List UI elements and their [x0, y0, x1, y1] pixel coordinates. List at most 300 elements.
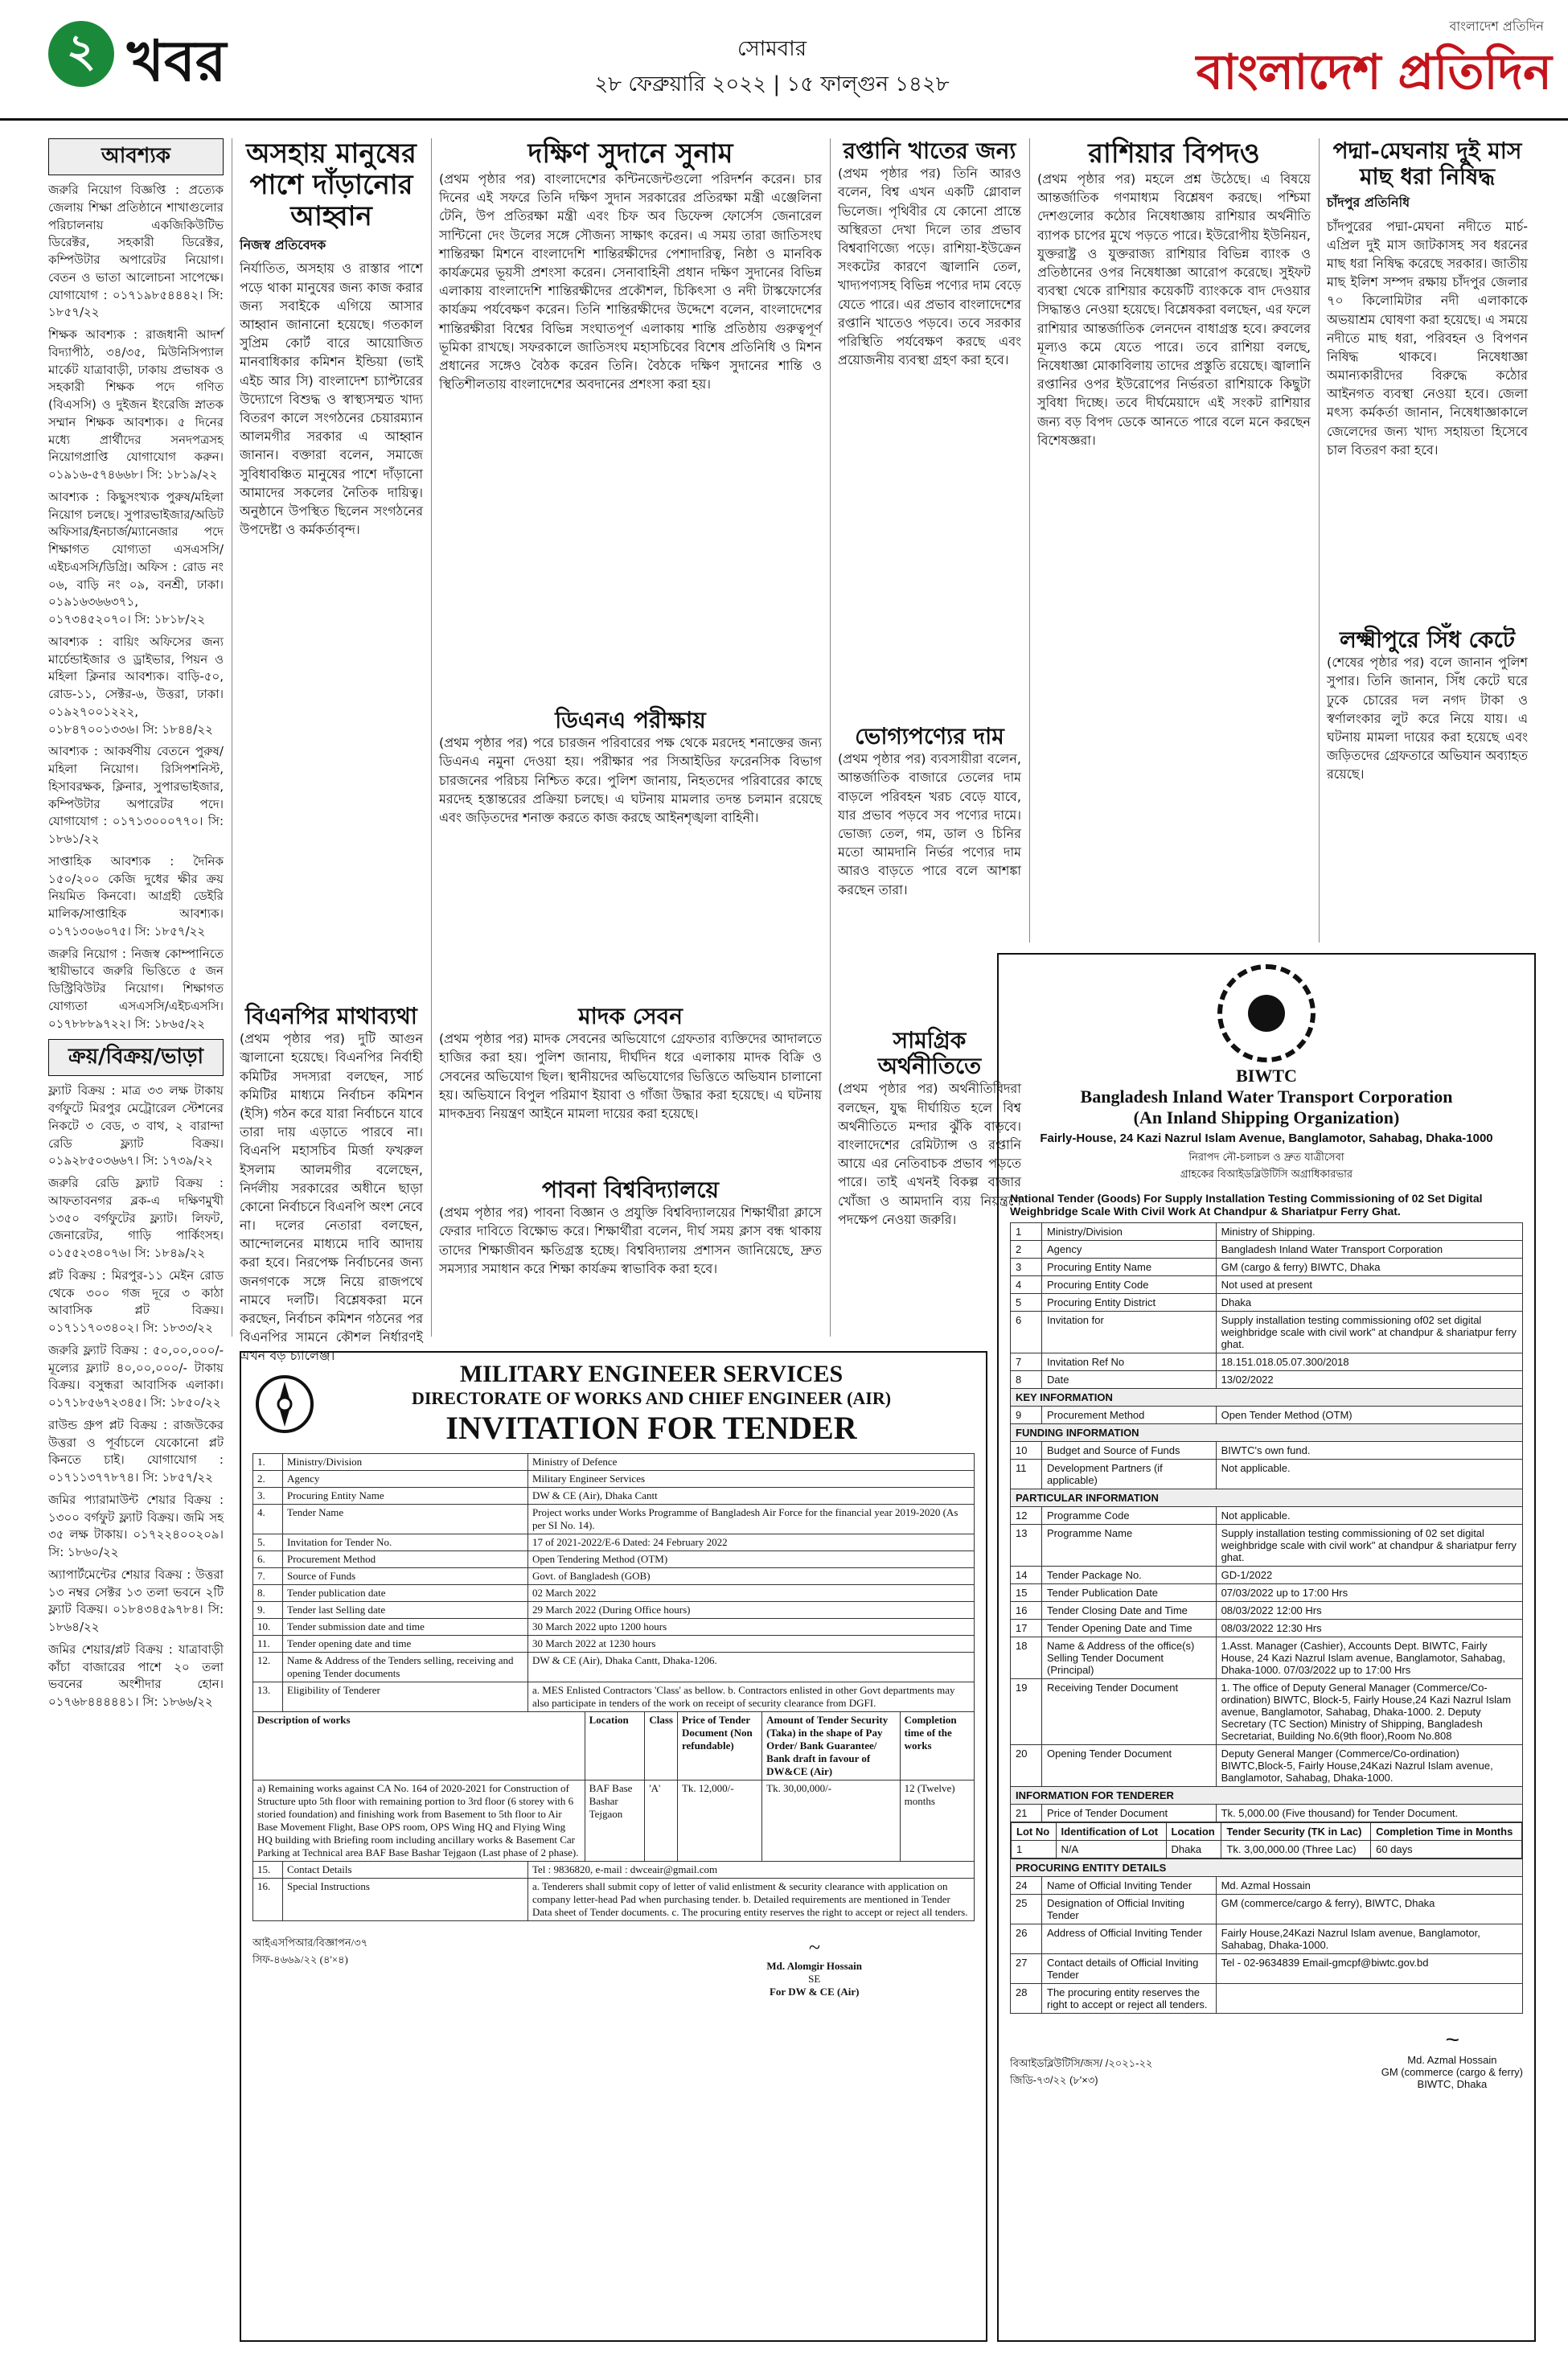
- row-value: Tel : 9836820, e-mail : dwceair@gmail.com: [527, 1862, 974, 1879]
- table-row: [1011, 1407, 1523, 1424]
- row-value: GD-1/2022: [1216, 1567, 1522, 1584]
- article-economy: [838, 1028, 1021, 1338]
- table-row: [1011, 1371, 1523, 1389]
- row-value: Md. Azmal Hossain: [1216, 1877, 1522, 1895]
- table-row: [253, 1454, 975, 1471]
- article-body: নির্যাতিত, অসহায় ও রাস্তার পাশে পড়ে থাকা মানুষের জন্য কাজ করার জন্য সবাইকে এগিয়ে আসার আহ্বান জানানো হয়েছে। গতকাল সুপ্রিম কোর্ট বারে আয়োজিত মানবাধিকার কমিশন ইন্ডিয়া (ভাই এইচ আর সি) বাংলাদেশ চ্যাপ্টারের উদ্যোগে বিশুদ্ধ ও স্বাস্থ্যসম্মত খাদ্য বিতরণ কালে সংগঠনের চেয়ারম্যান আলমগীর সরকার এ আহ্বান জানান। বক্তারা বলেন, সমাজে সুবিধাবঞ্চিত মানুষের পাশে দাঁড়ানো আমাদের সকলের নৈতিক দায়িত্ব। অনুষ্ঠানে উপস্থিত ছিলেন সংগঠনের উপদেষ্টা ও কর্মকর্তাবৃন্দ।: [240, 261, 423, 538]
- row-value: 30 March 2022 upto 1200 hours: [527, 1619, 974, 1636]
- table-row: [1011, 1895, 1523, 1924]
- row-label: Procurement Method: [283, 1551, 528, 1568]
- row-number: 9: [1011, 1407, 1042, 1424]
- row-number: 2.: [253, 1471, 283, 1488]
- biwtc-short: BIWTC: [1236, 1066, 1297, 1086]
- row-value: Dhaka: [1216, 1294, 1522, 1312]
- article-consumer: [838, 724, 1021, 1021]
- row-label: Tender last Selling date: [283, 1602, 528, 1619]
- table-row: [1011, 1259, 1523, 1276]
- mes-signer-name: Md. Alomgir Hossain: [766, 1960, 862, 1972]
- column-header: Price of Tender Document (Non refundable): [677, 1712, 761, 1780]
- row-label: Source of Funds: [283, 1568, 528, 1585]
- row-number: 15: [1011, 1584, 1042, 1602]
- row-label: Address of Official Inviting Tender: [1042, 1924, 1217, 1954]
- article-body: (শেষের পৃষ্ঠার পর) বলে জানান পুলিশ সুপার। তিনি জানান, সিঁধ কেটে ঘরে ঢুকে চোরের দল নগদ টাকা ও স্বর্ণালংকার লুট করে নিয়ে যায়। এ ঘটনায় মামলা দায়ের করা হয়েছে এবং জড়িতদের গ্রেফতারে অভিযান অব্যাহত রয়েছে।: [1327, 655, 1528, 782]
- article-title: মাদক সেবন: [578, 1003, 683, 1029]
- row-label: Tender Package No.: [1042, 1567, 1217, 1584]
- row-value: 18.151.018.05.07.300/2018: [1216, 1353, 1522, 1371]
- table-header-row: [253, 1712, 975, 1780]
- table-row: [253, 1534, 975, 1551]
- table-cell: N/A: [1056, 1841, 1166, 1859]
- table-row: [253, 1636, 975, 1653]
- row-number: 5: [1011, 1294, 1042, 1312]
- row-number: 4: [1011, 1276, 1042, 1294]
- row-number: 15.: [253, 1862, 283, 1879]
- mes-signer-for: For DW & CE (Air): [769, 1986, 860, 1998]
- mes-ref-2: সিফ-৪৬৬৯/২২ (৪'×৪): [252, 1953, 348, 1965]
- section-row: [1011, 1489, 1523, 1507]
- table-cell: Dhaka: [1166, 1841, 1221, 1859]
- row-label: Budget and Source of Funds: [1042, 1442, 1217, 1460]
- biwtc-ref-2: জিডি-৭৩/২২ (৮'×৩): [1010, 2074, 1098, 2086]
- mes-title: MILITARY ENGINEER SERVICES: [459, 1361, 844, 1387]
- column-header: Lot No: [1012, 1823, 1057, 1841]
- row-value: Govt. of Bangladesh (GOB): [527, 1568, 974, 1585]
- row-label: Date: [1042, 1371, 1217, 1389]
- row-number: 25: [1011, 1895, 1042, 1924]
- row-value: DW & CE (Air), Dhaka Cantt: [527, 1488, 974, 1505]
- biwtc-logo-icon: [1217, 964, 1316, 1062]
- row-number: 1: [1011, 1223, 1042, 1241]
- table-row: [1011, 1679, 1523, 1745]
- classified-item: আবশ্যক : কিছুসংখ্যক পুরুষ/মহিলা নিয়োগ চলছে। সুপারভাইজার/অডিট অফিসার/ইনচার্জ/ম্যানেজার পদে শিক্ষাগত যোগ্যতা এসএসসি/এইচএসসি/ডিগ্রি। অফিস : রোড নং ০৬, বাড়ি নং ০৯, বনশ্রী, ঢাকা। ০১৯১৬৩৬৬৩৭১, ০১৭৩৪৫২০৭০। সি: ১৮১৮/২২: [48, 489, 224, 626]
- mes-heading: INVITATION FOR TENDER: [445, 1410, 857, 1446]
- table-row: [1011, 1745, 1523, 1787]
- article-title: রপ্তানি খাতের জন্য: [843, 138, 1016, 164]
- row-label: Invitation for Tender No.: [283, 1534, 528, 1551]
- row-value: 1. The office of Deputy General Manager (Commerce/Co-ordination) BIWTC, Block-5, Fairly House,24 Kazi Nazrul Islam avenue, Banglamotor, Sahabag, Dhaka-1000. 2. Deputy Secretary (TC Section) Ministry of Shipping, Bangladesh Secretariat, Building No.6(9th floor),Room No.808: [1216, 1679, 1522, 1745]
- row-value: Supply installation testing commissioning of02 set digital weighbridge scale with civil work" at chandpur & shariatpur ferry ghat.: [1216, 1312, 1522, 1353]
- row-label: Programme Code: [1042, 1507, 1217, 1525]
- classified-item: ফ্ল্যাট বিক্রয় : মাত্র ৩৩ লক্ষ টাকায় বর্গফুটে মিরপুর মেট্রোরেল স্টেশনের নিকটে ৩ বেড, ৩ বাথ, ২ বারান্দা রেডি ফ্ল্যাট বিক্রয়। ০১৯২৮৫০৩৬৬৭। সি: ১৭৩৯/২২: [48, 1083, 224, 1169]
- row-label: Tender opening date and time: [283, 1636, 528, 1653]
- column-header: Tender Security (TK in Lac): [1221, 1823, 1371, 1841]
- row-label: Tender submission date and time: [283, 1619, 528, 1636]
- column-divider: [1319, 138, 1320, 943]
- row-value: Tel - 02-9634839 Email-gmcpf@biwtc.gov.bd: [1216, 1954, 1522, 1984]
- row-label: Procuring Entity Name: [283, 1488, 528, 1505]
- row-value: Military Engineer Services: [527, 1471, 974, 1488]
- row-label: Opening Tender Document: [1042, 1745, 1217, 1787]
- row-value: GM (cargo & ferry) BIWTC, Dhaka: [1216, 1259, 1522, 1276]
- table-row: [253, 1653, 975, 1682]
- table-row: [253, 1862, 975, 1879]
- table-row: [253, 1585, 975, 1602]
- date-label: ২৮ ফেব্রুয়ারি ২০২২ | ১৫ ফাল্গুন ১৪২৮: [594, 72, 950, 97]
- table-cell: Tk. 30,00,000/-: [762, 1780, 900, 1862]
- row-number: 11: [1011, 1460, 1042, 1489]
- table-row: [1011, 1620, 1523, 1637]
- article-bnp: [240, 1003, 423, 1364]
- column-header: Location: [1166, 1823, 1221, 1841]
- row-value: Tk. 5,000.00 (Five thousand) for Tender Document.: [1216, 1805, 1522, 1822]
- classified-column: [48, 138, 224, 2342]
- table-row: [253, 1602, 975, 1619]
- table-row: [253, 1488, 975, 1505]
- row-number: 24: [1011, 1877, 1042, 1895]
- row-number: 19: [1011, 1679, 1042, 1745]
- row-value: GM (commerce/cargo & ferry), BIWTC, Dhaka: [1216, 1895, 1522, 1924]
- biwtc-ref-1: বিআইডব্লিউটিসি/জস/ /২০২১-২২: [1010, 2057, 1153, 2069]
- row-label: Agency: [283, 1471, 528, 1488]
- row-value: Supply installation testing commissioning of 02 set digital weighbridge scale with civil work" at chandpur & shariatpur ferry ghat.: [1216, 1525, 1522, 1567]
- page-number-badge: ২: [48, 21, 114, 87]
- article-title: পদ্মা-মেঘনায় দুই মাস মাছ ধরা নিষিদ্ধ: [1332, 138, 1522, 191]
- signature-mark: ~: [1445, 2027, 1459, 2053]
- row-label: Price of Tender Document: [1042, 1805, 1217, 1822]
- column-divider: [431, 138, 432, 1337]
- row-value: 08/03/2022 12:00 Hrs: [1216, 1602, 1522, 1620]
- biwtc-name: Bangladesh Inland Water Transport Corporation: [1080, 1086, 1453, 1107]
- article-body: (প্রথম পৃষ্ঠার পর) পরে চারজন পরিবারের পক্ষ থেকে মরদেহ শনাক্তের জন্য ডিএনএ নমুনা দেওয়া হয়। পরীক্ষার পর সিআইডির ফরেনসিক বিভাগ চারজনের পরিচয় নিশ্চিত করে। পুলিশ জানায়, নিহতদের পরিবারের কাছে মরদেহ হস্তান্তরের প্রক্রিয়া চলছে। এ ঘটনায় মামলার তদন্ত চলমান রয়েছে এবং জড়িতদের শনাক্ত করতে কাজ করছে আইনশৃঙ্খলা বাহিনী।: [439, 735, 822, 825]
- row-number: 3.: [253, 1488, 283, 1505]
- row-value: Project works under Works Programme of Bangladesh Air Force for the financial year 2019-2020 (As per SI No. 14).: [527, 1505, 974, 1534]
- row-label: The procuring entity reserves the right to accept or reject all tenders.: [1042, 1984, 1217, 2014]
- article-title: অসহায় মানুষের পাশে দাঁড়ানোর আহ্বান: [246, 138, 417, 233]
- article-south-sudan: [439, 138, 822, 701]
- article-title: ভোগ্যপণ্যের দাম: [855, 723, 1004, 750]
- column-header: Completion time of the works: [900, 1712, 974, 1780]
- row-value: Fairly House,24Kazi Nazrul Islam avenue, Banglamotor, Sahabag, Dhaka-1000.: [1216, 1924, 1522, 1954]
- row-label: Name of Official Inviting Tender: [1042, 1877, 1217, 1895]
- signature-mark: ~: [808, 1936, 820, 1959]
- row-number: 18: [1011, 1637, 1042, 1679]
- row-value: 17 of 2021-2022/E-6 Dated: 24 February 2022: [527, 1534, 974, 1551]
- table-row: [1011, 1442, 1523, 1460]
- table-row: [253, 1551, 975, 1568]
- row-number: 3: [1011, 1259, 1042, 1276]
- row-number: 1.: [253, 1454, 283, 1471]
- row-number: 16.: [253, 1879, 283, 1921]
- row-value: Open Tendering Method (OTM): [527, 1551, 974, 1568]
- mes-ref-1: আইএসপিআর/বিজ্ঞাপন/৩৭: [252, 1937, 368, 1949]
- table-row: [1011, 1567, 1523, 1584]
- masthead: [0, 0, 1568, 121]
- classified-item: জরুরি নিয়োগ : নিজস্ব কোম্পানিতে স্থায়ীভাবে জরুরি ভিত্তিতে ৫ জন ডিস্ট্রিবিউটর নিয়োগ। শিক্ষাগত যোগ্যতা এসএসসি/এইচএসসি। ০১৭৮৮৮৯৭২২। সি: ১৮৬৫/২২: [48, 946, 224, 1031]
- biwtc-notice-title: National Tender (Goods) For Supply Installation Testing Commissioning of 02 Set Digital Weighbridge Scale With Civil Work At Chandpur & Shariatpur Ferry Ghat.: [1010, 1192, 1483, 1218]
- section-row: [1011, 1787, 1523, 1805]
- row-number: 13: [1011, 1525, 1042, 1567]
- table-cell: Tk. 12,000/-: [677, 1780, 761, 1862]
- table-row: [253, 1879, 975, 1921]
- table-cell: 1: [1012, 1841, 1057, 1859]
- biwtc-sub: (An Inland Shipping Organization): [1133, 1107, 1400, 1127]
- section-heading: PARTICULAR INFORMATION: [1011, 1489, 1523, 1507]
- row-number: 16: [1011, 1602, 1042, 1620]
- article-byline: নিজস্ব প্রতিবেদক: [240, 237, 326, 253]
- row-label: Procurement Method: [1042, 1407, 1217, 1424]
- table-header-row: [1012, 1823, 1522, 1841]
- dateline: [306, 32, 1238, 103]
- article-body: (প্রথম পৃষ্ঠার পর) দুটি আগুন জ্বালানো হয়েছে। বিএনপির নির্বাহী কমিটির সদস্যরা বলছেন, সার্চ কমিটির মাধ্যমে নির্বাচন কমিশন (ইসি) গঠন করে যারা নির্বাচনে যাবে তারা দায় এড়াতে পারবে না। বিএনপি মহাসচিব মির্জা ফখরুল ইসলাম আলমগীর বলেছেন, নির্দলীয় সরকারের অধীনে ছাড়া কোনো নির্বাচনে বিএনপি অংশ নেবে না। দলের নেতারা বলছেন, আন্দোলনের মাধ্যমে দাবি আদায় করা হবে। নিরপেক্ষ নির্বাচনের জন্য জনগণকে সঙ্গে নিয়ে রাজপথে নামবে দলটি। বিশ্লেষকরা মনে করছেন, নির্বাচন কমিশন গঠনের পর বিএনপির সামনে কৌশল নির্ধারণই এখন বড় চ্যালেঞ্জ।: [240, 1031, 423, 1364]
- article-title: রাশিয়ার বিপদও: [1088, 138, 1260, 170]
- article-body: (প্রথম পৃষ্ঠার পর) অর্থনীতিবিদরা বলছেন, যুদ্ধ দীর্ঘায়িত হলে বিশ্ব অর্থনীতিতে মন্দার ঝুঁকি বাড়বে। বাংলাদেশের রেমিট্যান্স ও রপ্তানি আয়ে এর নেতিবাচক প্রভাব পড়তে পারে। তাই এখনই বিকল্প বাজার খোঁজা ও আমদানি ব্যয় নিয়ন্ত্রণে পদক্ষেপ নেওয়া জরুরি।: [838, 1081, 1021, 1227]
- row-number: 4.: [253, 1505, 283, 1534]
- article-title: সামগ্রিক অর্থনীতিতে: [877, 1027, 982, 1080]
- row-label: Tender Closing Date and Time: [1042, 1602, 1217, 1620]
- article-byline: চাঁদপুর প্রতিনিধি: [1327, 195, 1410, 211]
- table-row: [1011, 1525, 1523, 1567]
- row-label: Name & Address of the Tenders selling, receiving and opening Tender documents: [283, 1653, 528, 1682]
- row-value: Deputy General Manger (Commerce/Co-ordination) BIWTC,Block-5, Fairly House,24Kazi Nazrul Islam avenue, Banglamotor, Sahabag, Dhaka-1000.: [1216, 1745, 1522, 1787]
- row-value: Ministry of Shipping.: [1216, 1223, 1522, 1241]
- classified-item: জরুরি নিয়োগ বিজ্ঞপ্তি : প্রত্যেক জেলায় শিক্ষা প্রতিষ্ঠানে শাখাগুলোর পরিচালনায় একজিকিউটিভ ডিরেক্টর, সহকারী ডিরেক্টর, কম্পিউটার অপারেটর নিয়োগ। বেতন ও ভাতা আলোচনা সাপেক্ষে। যোগাযোগ : ০১৭১৯৮৫৪৪৪২। সি: ১৮৫৭/২২: [48, 183, 224, 320]
- row-label: Designation of Official Inviting Tender: [1042, 1895, 1217, 1924]
- article-body: (প্রথম পৃষ্ঠার পর) মহলে প্রশ্ন উঠেছে। এ বিষয়ে আন্তর্জাতিক গণমাধ্যম বিশ্লেষণ করছে। পশ্চিমা দেশগুলোর কঠোর নিষেধাজ্ঞায় রাশিয়ার অর্থনীতি ব্যাপক চাপের মুখে পড়তে পারে। ইউরোপীয় ইউনিয়ন, যুক্তরাষ্ট্র ও যুক্তরাজ্য রাশিয়ার বিভিন্ন ব্যাংক ও প্রতিষ্ঠানের ওপর নিষেধাজ্ঞা আরোপ করেছে। সুইফট ব্যবস্থা থেকে রাশিয়ার কয়েকটি ব্যাংককে বাদ দেওয়ার সিদ্ধান্তও নেওয়া হয়েছে। বিশ্লেষকরা বলছেন, এর ফলে রাশিয়ার আন্তর্জাতিক লেনদেন বাধাগ্রস্ত হবে। রুবলের মূল্যও কমে যেতে পারে। তবে রাশিয়া বলছে, নিষেধাজ্ঞা মোকাবিলায় তাদের প্রস্তুতি রয়েছে। জ্বালানি রপ্তানির ওপর ইউরোপের নির্ভরতা রাশিয়াকে কিছুটা সুবিধা দিচ্ছে। তবে দীর্ঘমেয়াদে এই সংকট রাশিয়ার জন্য বড় বিপদ ডেকে আনতে পারে বলে মনে করছেন বিশেষজ্ঞরা।: [1037, 171, 1311, 448]
- article-body: চাঁদপুরের পদ্মা-মেঘনা নদীতে মার্চ-এপ্রিল দুই মাস জাটকাসহ সব ধরনের মাছ ধরা নিষিদ্ধ করেছে সরকার। জাতীয় মাছ ইলিশ সম্পদ রক্ষায় চাঁদপুর জেলার ৭০ কিলোমিটার নদী এলাকাকে অভয়াশ্রম ঘোষণা করা হয়েছে। এ সময়ে নদীতে মাছ ধরা, পরিবহন ও বিপণন নিষিদ্ধ থাকবে। নিষেধাজ্ঞা অমান্যকারীদের বিরুদ্ধে কঠোর আইনগত ব্যবস্থা নেওয়া হবে। জেলা মৎস্য কর্মকর্তা জানান, নিষেধাজ্ঞাকালে জেলেদের জন্য খাদ্য সহায়তা হিসেবে চাল বিতরণ করা হবে।: [1327, 218, 1528, 458]
- row-value: Ministry of Defence: [527, 1454, 974, 1471]
- row-number: 14: [1011, 1567, 1042, 1584]
- table-row: [1011, 1276, 1523, 1294]
- row-number: 9.: [253, 1602, 283, 1619]
- biwtc-address: Fairly-House, 24 Kazi Nazrul Islam Avenue, Banglamotor, Sahabag, Dhaka-1000: [1040, 1132, 1493, 1145]
- row-value: Open Tender Method (OTM): [1216, 1407, 1522, 1424]
- biwtc-slogan: নিরাপদ নৌ-চলাচল ও দ্রুত যাত্রীসেবা: [1188, 1152, 1344, 1164]
- classified-item: অ্যাপার্টমেন্টের শেয়ার বিক্রয় : উত্তরা ১৩ নম্বর সেক্টর ১৩ তলা ভবনে ২টি ফ্ল্যাট বিক্রয়। ০১৮৪৩৪৫৯৭৮৪। সি: ১৮৬৪/২২: [48, 1567, 224, 1634]
- row-label: Name & Address of the office(s) Selling Tender Document (Principal): [1042, 1637, 1217, 1679]
- article-body: (প্রথম পৃষ্ঠার পর) বাংলাদেশের কন্টিনজেন্টগুলো পরিদর্শন করেন। চার দিনের এই সফরে তিনি দক্ষিণ সুদান সরকারের প্রতিরক্ষা মন্ত্রী এঞ্জেলিনা টেনি, উপ প্রতিরক্ষা মন্ত্রী এবং চিফ অব ডিফেন্স ফোর্সেস জেনারেল সান্টিনো দেং উলের সঙ্গে সৌজন্য সাক্ষাৎ করেন। এ সময় তারা জাতিসংঘ শান্তিরক্ষা মিশনে বাংলাদেশি শান্তিরক্ষীদের পেশাদারিত্ব, নিষ্ঠা ও মানবিক কার্যক্রমের ভূয়সী প্রশংসা করেন। সেনাবাহিনী প্রধান দক্ষিণ সুদানের বিভিন্ন এলাকায় বাংলাদেশি শান্তিরক্ষীদের প্রকৌশল, চিকিৎসা ও নদী টাস্কফোর্সের কার্যক্রম পর্যবেক্ষণ করেন। তিনি শান্তিরক্ষীদের উদ্দেশে বলেন, বাংলাদেশের শান্তিরক্ষীরা বিশ্বের বিভিন্ন সংঘাতপূর্ণ এলাকায় শান্তি প্রতিষ্ঠায় গুরুত্বপূর্ণ ভূমিকা রাখছে। সফরকালে জাতিসংঘ মহাসচিবের বিশেষ প্রতিনিধি ও মিশন প্রধানের সঙ্গেও বৈঠক করেন তিনি। বৈঠকে দক্ষিণ সুদানের শান্তি ও স্থিতিশীলতায় বাংলাদেশের অবদানের প্রশংসা করা হয়।: [439, 171, 822, 392]
- lot-table-cell: [1011, 1822, 1523, 1859]
- row-value: Not applicable.: [1216, 1507, 1522, 1525]
- row-value: 29 March 2022 (During Office hours): [527, 1602, 974, 1619]
- row-value: 13/02/2022: [1216, 1371, 1522, 1389]
- ad-biwtc-tender: [997, 953, 1536, 2342]
- row-number: 7.: [253, 1568, 283, 1585]
- table-cell: a) Remaining works against CA No. 164 of 2020-2021 for Construction of Structure upto 5th floor with remaining portion to 3rd floor (6 storey with 6 storied foundation) and finishing work from Basement to 5th floor to Air Base Movement Flight, Base OPS room, OPS Wing HQ and Flying Wing HQ building with Briefing room including ancillary works & Basement Car Parking at Technical area BAF Base Bashar Tejgaon (Last phase of 2 phase).: [253, 1780, 585, 1862]
- column-header: Location: [585, 1712, 645, 1780]
- row-value: a. MES Enlisted Contractors 'Class' as bellow. b. Contractors enlisted in other Govt departments may also participate in tenders of the work on receipt of security clearance from DGFI.: [527, 1682, 974, 1712]
- biwtc-tender-table: [1010, 1222, 1523, 2014]
- row-label: Contact details of Official Inviting Tender: [1042, 1954, 1217, 1984]
- column-header: Amount of Tender Security (Taka) in the shape of Pay Order/ Bank Guarantee/ Bank draft in favour of DW&CE (Air): [762, 1712, 900, 1780]
- row-number: 5.: [253, 1534, 283, 1551]
- table-row: [253, 1505, 975, 1534]
- lot-table: [1011, 1822, 1522, 1859]
- mes-work-table: [252, 1711, 975, 1862]
- table-row: [253, 1780, 975, 1862]
- table-row: [1011, 1877, 1523, 1895]
- row-label: Receiving Tender Document: [1042, 1679, 1217, 1745]
- table-row: [253, 1568, 975, 1585]
- table-cell: Tk. 3,00,000.00 (Three Lac): [1221, 1841, 1371, 1859]
- column-divider: [830, 138, 831, 1337]
- section-heading: PROCURING ENTITY DETAILS: [1011, 1859, 1523, 1877]
- section-name: খবর: [127, 27, 227, 94]
- section-row: [1011, 1822, 1523, 1859]
- column-header: Description of works: [253, 1712, 585, 1780]
- biwtc-slogan-2: গ্রাহকের বিআইডব্লিউটিসি অগ্রাধিকারভার: [1180, 1169, 1353, 1181]
- table-cell: BAF Base Bashar Tejgaon: [585, 1780, 645, 1862]
- row-number: 2: [1011, 1241, 1042, 1259]
- table-row: [1011, 1924, 1523, 1954]
- article-title: লক্ষ্মীপুরে সিঁধ কেটে: [1339, 626, 1515, 653]
- biwtc-signer-org: BIWTC, Dhaka: [1417, 2078, 1488, 2090]
- classified-item: জমির প্যারামাউন্ট শেয়ার বিক্রয় : ১৩০০ বর্গফুট ফ্ল্যাট বিক্রয়। জমি সহ ৩৫ লক্ষ টাকায়। ০১৭২২৪০০২০৯। সি: ১৮৬০/২২: [48, 1492, 224, 1559]
- table-cell: 'A': [645, 1780, 678, 1862]
- mes-emblem-icon: [252, 1372, 317, 1436]
- classified-item: আবশ্যক : আকর্ষণীয় বেতনে পুরুষ/মহিলা নিয়োগ। রিসিপশনিস্ট, হিসাবরক্ষক, ক্লিনার, সুপারভাইজার, কম্পিউটার অপারেটর পদে। যোগাযোগ : ০১৭১৩০০০৭৭০। সি: ১৮৬১/২২: [48, 744, 224, 846]
- row-value: [1216, 1984, 1522, 2014]
- ad-mes-tender: [240, 1351, 987, 2342]
- row-number: 20: [1011, 1745, 1042, 1787]
- row-number: 27: [1011, 1954, 1042, 1984]
- mes-signer-title: SE: [808, 1973, 821, 1985]
- article-russia: [1037, 138, 1311, 943]
- row-label: Tender Name: [283, 1505, 528, 1534]
- row-value: a. Tenderers shall submit copy of letter of valid enlistment & security clearance with application on company letter-head Pad when purchasing tender. b. Detailed requirements are mentioned in Tender Data sheet of Tender documents. c. The procuring entity reserves the right to accept or reject all tenders.: [527, 1879, 974, 1921]
- row-number: 11.: [253, 1636, 283, 1653]
- table-cell: 60 days: [1371, 1841, 1522, 1859]
- row-value: 07/03/2022 up to 17:00 Hrs: [1216, 1584, 1522, 1602]
- mes-tender-table: [252, 1453, 975, 1712]
- classified-item: প্লট বিক্রয় : মিরপুর-১১ মেইন রোড থেকে ৩০০ গজ দূরে ৩ কাঠা আবাসিক প্লট বিক্রয়। ০১৭১১৭০৩৪০২। সি: ১৮৩৩/২২: [48, 1267, 224, 1335]
- row-number: 6: [1011, 1312, 1042, 1353]
- column-divider: [1029, 138, 1030, 943]
- table-row: [1011, 1584, 1523, 1602]
- row-value: 08/03/2022 12:30 Hrs: [1216, 1620, 1522, 1637]
- row-value: Not used at present: [1216, 1276, 1522, 1294]
- article-title: বিএনপির মাথাব্যথা: [245, 1003, 417, 1029]
- row-label: Invitation Ref No: [1042, 1353, 1217, 1371]
- row-number: 28: [1011, 1984, 1042, 2014]
- section-row: [1011, 1424, 1523, 1442]
- column-header: Identification of Lot: [1056, 1823, 1166, 1841]
- row-number: 7: [1011, 1353, 1042, 1371]
- row-value: 02 March 2022: [527, 1585, 974, 1602]
- article-drug: [439, 1004, 822, 1173]
- mes-subtitle: DIRECTORATE OF WORKS AND CHIEF ENGINEER (AIR): [411, 1388, 892, 1408]
- article-title: ডিএনএ পরীক্ষায়: [555, 707, 706, 733]
- classified-item: রাউন্ড গ্রুপ প্লট বিক্রয় : রাজউকের উত্তরা ও পূর্বাচলে যেকোনো প্লট কিনতে চাই। যোগাযোগ : ০১৭১১৩৭৭৮৭৪। সি: ১৮৫৭/২২: [48, 1417, 224, 1485]
- article-title: পাবনা বিশ্ববিদ্যালয়ে: [541, 1177, 720, 1203]
- row-label: Development Partners (if applicable): [1042, 1460, 1217, 1489]
- classified-item: শিক্ষক আবশ্যক : রাজধানী আদর্শ বিদ্যাপীঠ, ৩৪/৩৫, মিউনিসিপ্যাল মার্কেট যাত্রাবাড়ী, ঢাকায় প্রভাষক ও সহকারী শিক্ষক পদে গণিত (বিএসসি) ও দুইজন ইংরেজি স্নাতক সম্মান শিক্ষক আবশ্যক। ৫ দিনের মধ্যে প্রার্থীদের সনদপত্রসহ নিয়োগপ্রাপ্তি যোগাযোগ করুন। ০১৯১৬-৫৭৪৬৬৮। সি: ১৮১৯/২২: [48, 327, 224, 482]
- biwtc-signer-name: Md. Azmal Hossain: [1407, 2054, 1497, 2066]
- article-dna: [439, 708, 822, 997]
- article-body: (প্রথম পৃষ্ঠার পর) তিনি আরও বলেন, বিশ্ব এখন একটি গ্লোবাল ভিলেজ। পৃথিবীর যে কোনো প্রান্তে অস্থিরতা দেখা দিলে তার প্রভাব বিশ্ববাণিজ্যে পড়ে। রাশিয়া-ইউক্রেন সংকটের কারণে জ্বালানি তেল, খাদ্যপণ্যসহ বিভিন্ন পণ্যের দাম বেড়ে যেতে পারে। এর প্রভাব বাংলাদেশের রপ্তানি খাতেও পড়বে। তবে সরকার পরিস্থিতি পর্যবেক্ষণ করছে এবং প্রয়োজনীয় ব্যবস্থা গ্রহণ করা হবে।: [838, 166, 1021, 368]
- row-label: Ministry/Division: [283, 1454, 528, 1471]
- table-row: [1011, 1805, 1523, 1822]
- classified-item: জরুরি ফ্ল্যাট বিক্রয় : ৫০,০০,০০০/- মূল্যের ফ্ল্যাট ৪০,০০,০০০/- টাকায় বিক্রয়। বসুন্ধরা আবাসিক এলাকা। ০১৭১৮৫৬৭২৩৪৫। সি: ১৮৫০/২২: [48, 1342, 224, 1410]
- table-row: [1012, 1841, 1522, 1859]
- section-heading: FUNDING INFORMATION: [1011, 1424, 1523, 1442]
- row-value: Not applicable.: [1216, 1460, 1522, 1489]
- biwtc-signer-title: GM (commerce (cargo & ferry): [1381, 2066, 1523, 2078]
- row-value: Bangladesh Inland Water Transport Corporation: [1216, 1241, 1522, 1259]
- classified-item: জরুরি রেডি ফ্ল্যাট বিক্রয় : আফতাবনগর ব্লক-এ দক্ষিণমুখী ১৩৫০ বর্গফুটের ফ্ল্যাট। লিফট, জেনারেটর, গাড়ি পার্কিংসহ। ০১৫৫২৩৪০৭৬। সি: ১৮৪৯/২২: [48, 1176, 224, 1260]
- row-label: Ministry/Division: [1042, 1223, 1217, 1241]
- row-value: 30 March 2022 at 1230 hours: [527, 1636, 974, 1653]
- row-label: Contact Details: [283, 1862, 528, 1879]
- row-label: Eligibility of Tenderer: [283, 1682, 528, 1712]
- section-heading: KEY INFORMATION: [1011, 1389, 1523, 1407]
- table-row: [1011, 1637, 1523, 1679]
- section-heading: INFORMATION FOR TENDERER: [1011, 1787, 1523, 1805]
- row-number: 8.: [253, 1585, 283, 1602]
- table-row: [1011, 1460, 1523, 1489]
- section-row: [1011, 1389, 1523, 1407]
- table-row: [1011, 1312, 1523, 1353]
- day-label: সোমবার: [737, 37, 807, 61]
- row-value: BIWTC's own fund.: [1216, 1442, 1522, 1460]
- row-number: 8: [1011, 1371, 1042, 1389]
- row-number: 26: [1011, 1924, 1042, 1954]
- classified-item: জমির শেয়ার/প্লট বিক্রয় : যাত্রাবাড়ী কাঁচা বাজারের পাশে ২০ তলা ভবনের অংশীদার হোন। ০১৭৬৮৪৪৪৪৪১। সি: ১৮৬৬/২২: [48, 1641, 224, 1709]
- classified-item: সাপ্তাহিক আবশ্যক : দৈনিক ১৫০/২০০ কেজি দুধের ক্ষীর ক্রয় নিয়মিত কিনবো। আগ্রহী ডেইরি মালিক/সাপ্তাহিক আবশ্যক। ০১৭১৩০৬০৭৫। সি: ১৮৫৭/২২: [48, 853, 224, 939]
- table-row: [253, 1619, 975, 1636]
- row-number: 21: [1011, 1805, 1042, 1822]
- table-cell: 12 (Twelve) months: [900, 1780, 974, 1862]
- table-row: [1011, 1954, 1523, 1984]
- row-number: 12: [1011, 1507, 1042, 1525]
- article-pabna: [439, 1177, 822, 1338]
- row-label: Tender Opening Date and Time: [1042, 1620, 1217, 1637]
- article-helpless: [240, 138, 423, 999]
- row-label: Tender Publication Date: [1042, 1584, 1217, 1602]
- table-row: [1011, 1294, 1523, 1312]
- article-body: (প্রথম পৃষ্ঠার পর) ব্যবসায়ীরা বলেন, আন্তর্জাতিক বাজারে তেলের দাম বাড়লে পরিবহন খরচ বেড়ে যাবে, যার প্রভাব পড়বে সব পণ্যের দামে। ভোজ্য তেল, গম, ডাল ও চিনির মতো আমদানি নির্ভর পণ্যের দাম আরও বাড়তে পারে বলে আশঙ্কা করছেন তারা।: [838, 751, 1021, 897]
- table-row: [1011, 1241, 1523, 1259]
- column-header: Class: [645, 1712, 678, 1780]
- row-number: 13.: [253, 1682, 283, 1712]
- table-row: [1011, 1353, 1523, 1371]
- article-laxmipur: [1327, 627, 1528, 943]
- row-label: Procuring Entity District: [1042, 1294, 1217, 1312]
- row-number: 12.: [253, 1653, 283, 1682]
- article-body: (প্রথম পৃষ্ঠার পর) পাবনা বিজ্ঞান ও প্রযুক্তি বিশ্ববিদ্যালয়ের শিক্ষার্থীরা ক্লাসে ফেরার দাবিতে বিক্ষোভ করে। শিক্ষার্থীরা বলেন, দীর্ঘ সময় ক্লাস বন্ধ থাকায় তাদের শিক্ষাজীবন ক্ষতিগ্রস্ত হচ্ছে। বিশ্ববিদ্যালয় প্রশাসন জানিয়েছে, দ্রুত সমস্যার সমাধান করে শিক্ষা কার্যক্রম স্বাভাবিক করা হবে।: [439, 1205, 822, 1276]
- row-number: 6.: [253, 1551, 283, 1568]
- mes-tender-table-2: [252, 1861, 975, 1921]
- table-row: [1011, 1602, 1523, 1620]
- article-title: দক্ষিণ সুদানে সুনাম: [527, 138, 733, 170]
- classified-label-wanted: আবশ্যক: [48, 138, 224, 175]
- brand-tagline: বাংলাদেশ প্রতিদিন: [1449, 18, 1544, 34]
- newspaper-logo: বাংলাদেশ প্রতিদিন: [1196, 44, 1552, 101]
- row-label: Special Instructions: [283, 1879, 528, 1921]
- classified-list-wanted: [48, 182, 224, 1033]
- classified-list-buysell: [48, 1082, 224, 1711]
- row-label: Agency: [1042, 1241, 1217, 1259]
- table-row: [253, 1682, 975, 1712]
- article-body: (প্রথম পৃষ্ঠার পর) মাদক সেবনের অভিযোগে গ্রেফতার ব্যক্তিদের আদালতে হাজির করা হয়। পুলিশ জানায়, দীর্ঘদিন ধরে এলাকায় মাদক বিক্রি ও সেবনের অভিযোগ ছিল। স্থানীয়দের অভিযোগের ভিত্তিতে অভিযান চালানো হয়। অভিযানে বিপুল পরিমাণ ইয়াবা ও গাঁজা উদ্ধার করা হয়েছে। এ ঘটনায় মাদকদ্রব্য নিয়ন্ত্রণ আইনে মামলা দায়ের করা হয়েছে।: [439, 1031, 822, 1121]
- row-number: 10.: [253, 1619, 283, 1636]
- row-number: 10: [1011, 1442, 1042, 1460]
- article-padma: [1327, 138, 1528, 621]
- column-header: Completion Time in Months: [1371, 1823, 1522, 1841]
- table-row: [1011, 1984, 1523, 2014]
- row-label: Procuring Entity Name: [1042, 1259, 1217, 1276]
- section-row: [1011, 1859, 1523, 1877]
- row-label: Invitation for: [1042, 1312, 1217, 1353]
- article-export: [838, 138, 1021, 717]
- table-row: [253, 1471, 975, 1488]
- row-value: DW & CE (Air), Dhaka Cantt, Dhaka-1206.: [527, 1653, 974, 1682]
- row-number: 17: [1011, 1620, 1042, 1637]
- table-row: [1011, 1223, 1523, 1241]
- row-label: Programme Name: [1042, 1525, 1217, 1567]
- row-value: 1.Asst. Manager (Cashier), Accounts Dept. BIWTC, Fairly House, 24 Kazi Nazrul Islam avenue, Banglamotor, Sahabag, Dhaka-1000. 07/03/2022 up to 17:00 Hrs: [1216, 1637, 1522, 1679]
- table-row: [1011, 1507, 1523, 1525]
- row-label: Procuring Entity Code: [1042, 1276, 1217, 1294]
